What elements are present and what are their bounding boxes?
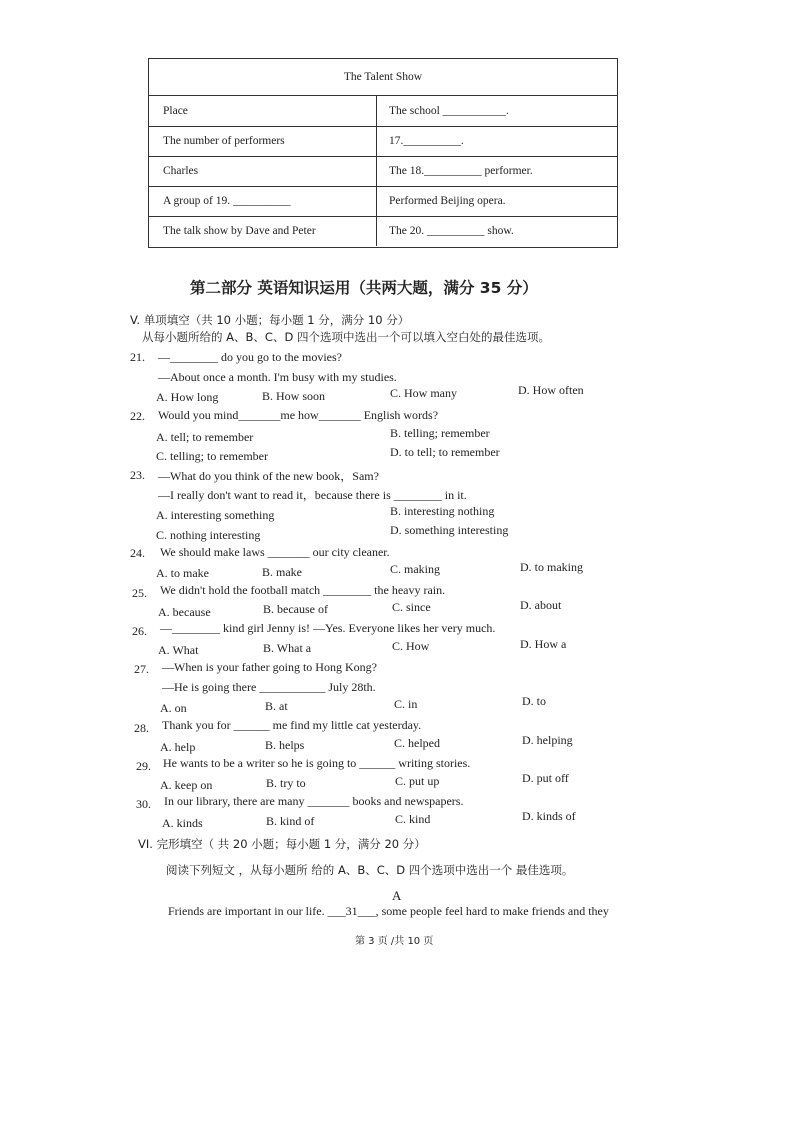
option-d: D. kinds of [522, 809, 576, 823]
question-text: —He is going there ___________ July 28th. [162, 680, 376, 694]
question-number: 25. [132, 586, 147, 600]
option-d: D. How a [520, 637, 567, 651]
option-b: B. telling; remember [390, 426, 490, 440]
option-c: C. since [392, 600, 431, 614]
option-b: B. because of [263, 602, 328, 616]
question-text: —What do you think of the new book，Sam? [158, 469, 379, 483]
option-a: A. What [158, 643, 199, 657]
question-number: 22. [130, 409, 145, 423]
option-c: C. kind [395, 812, 431, 826]
passage-text: Friends are important in our life. ___31___, some people feel hard to make friends and they [168, 904, 609, 918]
page-footer: 第 3 页 /共 10 页 [355, 936, 434, 947]
option-c: C. helped [394, 736, 440, 750]
talent-show-table [148, 58, 618, 248]
option-a: A. because [158, 605, 211, 619]
option-c: C. How [392, 639, 430, 653]
table-cell: Performed Beijing opera. [389, 195, 506, 207]
table-cell: A group of 19. __________ [149, 186, 377, 216]
question-number: 26. [132, 624, 147, 638]
table-row [149, 96, 617, 127]
option-a: A. to make [156, 566, 209, 580]
option-b: B. How soon [262, 389, 326, 403]
option-d: D. How often [518, 383, 584, 397]
section-instruction: 阅读下列短文 ，从每小题所 给的 A、B、C、D 四个选项中选出一个 最佳选项。 [166, 863, 574, 877]
question-text: —About once a month. I'm busy with my studies. [158, 370, 397, 384]
question-text: In our library, there are many _______ books and newspapers. [164, 794, 464, 808]
option-b: B. kind of [266, 814, 315, 828]
option-a: A. on [160, 701, 187, 715]
question-number: 23. [130, 468, 145, 482]
table-cell: The number of performers [149, 126, 377, 156]
table-cell: Charles [149, 156, 377, 186]
option-c: C. How many [390, 386, 457, 400]
option-a: A. tell; to remember [156, 430, 254, 444]
option-c: C. telling; to remember [156, 449, 268, 463]
section-instruction: 从每小题所给的 A、B、C、D 四个选项中选出一个可以填入空白处的最佳选项。 [142, 330, 550, 344]
question-text: We didn't hold the football match ________ the heavy rain. [160, 583, 446, 597]
table-cell: The talk show by Dave and Peter [149, 216, 377, 246]
question-number: 24. [130, 546, 145, 560]
question-text: We should make laws _______ our city cleaner. [160, 545, 390, 559]
option-d: D. to [522, 694, 546, 708]
table-title: The Talent Show [149, 59, 617, 96]
option-a: A. interesting something [156, 508, 275, 522]
option-d: D. to tell; to remember [390, 445, 500, 459]
option-b: B. make [262, 565, 302, 579]
table-cell: The school ___________. [389, 105, 509, 117]
option-d: D. to making [520, 560, 583, 574]
table-row [149, 186, 617, 217]
option-b: B. interesting nothing [390, 504, 495, 518]
table-row [149, 126, 617, 157]
table-cell: 17.__________. [389, 135, 464, 147]
section-title: VI. 完形填空（ 共 20 小题；每小题 1 分，满分 20 分） [138, 837, 426, 851]
table-cell: Place [149, 96, 377, 126]
question-text: —When is your father going to Hong Kong? [162, 660, 377, 674]
option-a: A. kinds [162, 816, 203, 830]
question-text: He wants to be a writer so he is going to ______ writing stories. [163, 756, 471, 770]
option-a: A. How long [156, 390, 219, 404]
question-text: —________ kind girl Jenny is! —Yes. Everyone likes her very much. [160, 621, 496, 635]
question-text: —________ do you go to the movies? [158, 350, 342, 364]
passage-letter: A [392, 888, 402, 903]
table-cell: The 20. __________ show. [389, 225, 514, 237]
question-text: Thank you for ______ me find my little cat yesterday. [162, 718, 422, 732]
option-c: C. in [394, 697, 418, 711]
option-a: A. help [160, 740, 196, 754]
table-row [149, 156, 617, 187]
option-a: A. keep on [160, 778, 213, 792]
question-number: 30. [136, 797, 151, 811]
question-number: 21. [130, 350, 145, 364]
part-heading: 第二部分 英语知识运用（共两大题，满分 35 分） [190, 279, 538, 297]
question-number: 28. [134, 721, 149, 735]
question-number: 27. [134, 662, 149, 676]
option-b: B. What a [263, 641, 312, 655]
table-row [149, 216, 617, 246]
option-d: D. put off [522, 771, 569, 785]
question-text: Would you mind_______me how_______ English words? [158, 408, 439, 422]
option-d: D. something interesting [390, 523, 509, 537]
option-d: D. helping [522, 733, 573, 747]
option-d: D. about [520, 598, 562, 612]
option-c: C. put up [395, 774, 440, 788]
section-title: V. 单项填空（共 10 小题；每小题 1 分，满分 10 分） [130, 313, 410, 327]
option-b: B. at [265, 699, 288, 713]
option-b: B. try to [266, 776, 306, 790]
option-c: C. making [390, 562, 440, 576]
option-b: B. helps [265, 738, 305, 752]
question-number: 29. [136, 759, 151, 773]
question-text: —I really don't want to read it，because there is ________ in it. [158, 488, 467, 502]
option-c: C. nothing interesting [156, 528, 261, 542]
table-cell: The 18.__________ performer. [389, 165, 533, 177]
